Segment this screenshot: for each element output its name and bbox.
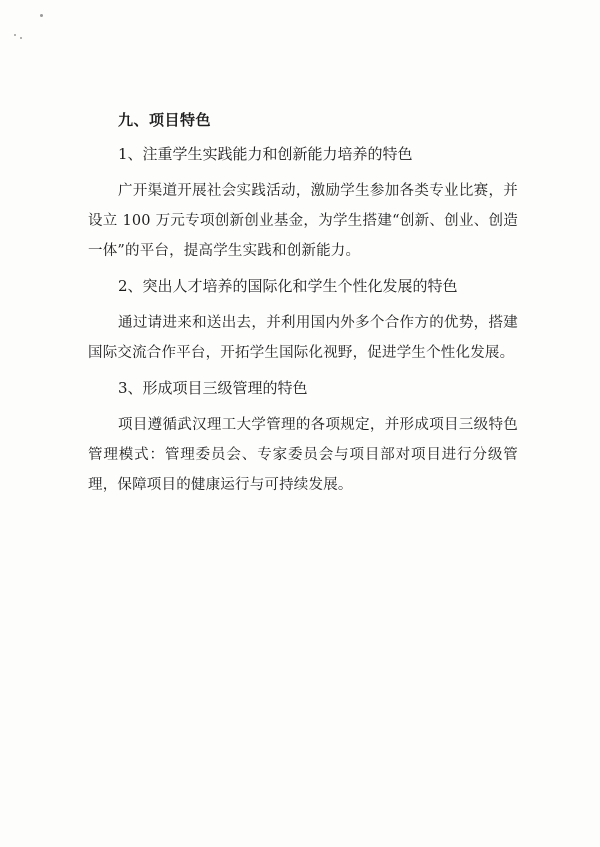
scan-speck — [14, 34, 16, 36]
scan-speck — [20, 37, 22, 39]
item-body-2: 通过请进来和送出去，并利用国内外多个合作方的优势，搭建国际交流合作平台，开拓学生国际化视野，促进学生个性化发展。 — [88, 315, 518, 361]
item-title-2: 2、突出人才培养的国际化和学生个性化发展的特色 — [118, 277, 458, 295]
item-title-3: 3、形成项目三级管理的特色 — [118, 379, 308, 397]
item-body-1: 广开渠道开展社会实践活动，激励学生参加各类专业比赛，并设立 100 万元专项创新创业基金，为学生搭建“创新、创业、创造一体”的平台，提高学生实践和创新能力。 — [88, 183, 518, 259]
scan-speck — [40, 14, 43, 17]
document-content — [88, 108, 518, 508]
item-title-1: 1、注重学生实践能力和创新能力培养的特色 — [118, 145, 413, 163]
section-title: 九、项目特色 — [118, 111, 212, 129]
item-body-3: 项目遵循武汉理工大学管理的各项规定，并形成项目三级特色管理模式：管理委员会、专家委员会与项目部对项目进行分级管理，保障项目的健康运行与可持续发展。 — [88, 417, 518, 493]
